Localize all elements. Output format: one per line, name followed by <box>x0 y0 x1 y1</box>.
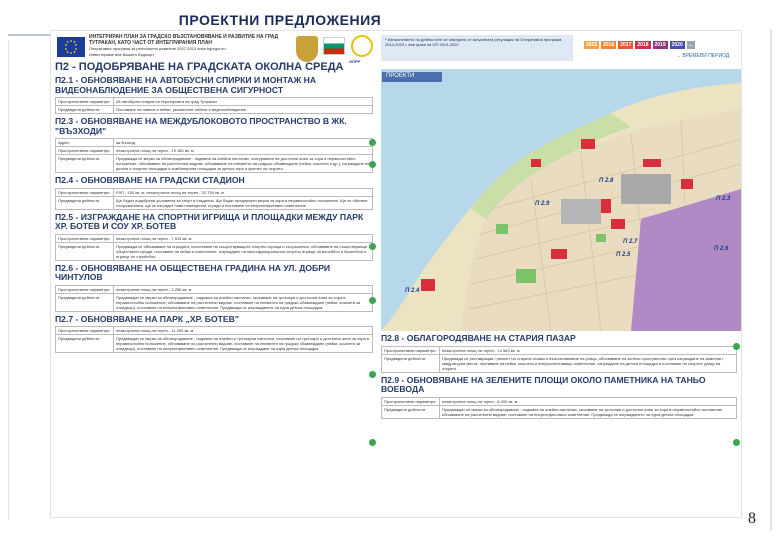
map-label-p23: П 2.3 <box>716 196 731 202</box>
marker-dot <box>369 439 376 446</box>
row-label: Предвидени дейности <box>56 243 114 260</box>
year-item: 2018 <box>637 42 649 48</box>
city-map <box>381 69 741 331</box>
p28-table <box>381 346 737 373</box>
marker-dot <box>733 343 740 350</box>
table-row <box>56 286 372 293</box>
map-label-p29: П 2.9 <box>535 201 550 207</box>
row-value: незастроена площ на терен - 19 180 кв. м <box>116 148 194 153</box>
program-line-2: ТУТРАКАН, КАТО ЧАСТ ОТ ИНТЕГРИРАНИЯ ПЛАН <box>89 39 213 46</box>
map-label-p26: П 2.6 <box>714 246 729 252</box>
row-label: Пространствени параметри <box>56 235 114 242</box>
row-value: Предвиждат се мерки за облагородяване - подмяна на алейни и тротоарни настилки, скосяване на тротоари и достъпни алеи за хора в неравностойно положение, обновяване на растителни видове, поставяне на елементи на градско обзавеждане (пейки, кошчета за отпадъци), поставяне на енергоефективно осветление. Предвижда се изграждане на една детска площадка. <box>116 336 369 351</box>
row-value: незастроена площ на терен - 14 563 кв. м <box>442 347 520 353</box>
p21-table <box>55 97 373 114</box>
map-label-p24: П 2.4 <box>405 288 420 294</box>
map-label-p28: П 2.8 <box>599 178 614 184</box>
row-label: Предвидени дейности <box>382 355 440 372</box>
table-row <box>56 327 372 334</box>
row-value: Поставяне на навеси и пейки, указателни табели и видеонаблюдение. <box>116 107 248 112</box>
row-value: 28 автобусни спирки на територията на град Тутракан <box>116 99 217 104</box>
table-row <box>56 98 372 105</box>
program-line-1: ИНТЕГРИРАН ПЛАН ЗА ГРАДСКО ВЪЗСТАНОВЯВАНЕ И РАЗВИТИЕ НА ГРАД <box>89 34 279 40</box>
program-line-3: Оперативна програма за регионално развитие 2007-2013 www.bgregio.eu <box>89 46 226 51</box>
row-value: Ще бъдат подобрени условията за спорт в стадиона. Ще бъдат предприети мерки за хора в неравностойно положение. Ще се обновят съоръженията, ще се изградят нови помещения, сгради и поставяне на енергоефективно осветление. <box>116 197 368 208</box>
table-row <box>382 405 736 418</box>
table-row <box>56 105 372 113</box>
row-value: незастроена площ на терен - 3 255 кв. м <box>116 286 192 292</box>
bulgarian-flag-icon <box>323 37 345 55</box>
program-line-4: Инвестираме във Вашето бъдеще! <box>89 51 154 57</box>
p2-title: П2 - ПОДОБРЯВАНЕ НА ГРАДСКАТА ОКОЛНА СРЕДА <box>55 61 344 73</box>
year-item: 2015 <box>586 42 598 48</box>
p29-table <box>381 397 737 419</box>
row-value: Предвижда се мерки за облагородяване - подмяна на алейни настилки, осигуряване на достъпни алеи за хора в неравностойно положение, обновяване на растителни видове, обновяване на елементи на градско обзавеждане (пейки, кошчета и др.), изграждане на детски и спортни площадки и комбинирани площадки за детска игра и фитнес на открито. <box>116 156 370 171</box>
marker-dot <box>733 439 740 446</box>
p27-table <box>55 326 373 353</box>
time-period-label: → ВРЕМЕВИ ПЕРИОД <box>676 53 730 59</box>
p25-title: П2.5 - ИЗГРАЖДАНЕ НА СПОРТНИ ИГРИЩА И ПЛОЩАДКИ МЕЖДУ ПАРК ХР. БОТЕВ И СОУ ХР. БОТЕВ <box>55 211 364 231</box>
row-label: Пространствени параметри <box>56 327 114 334</box>
row-label: Адрес <box>56 139 114 146</box>
row-value: незастроена площ на терен - 11 290 кв. м <box>116 328 194 333</box>
program-text <box>89 35 289 57</box>
table-row <box>56 242 372 260</box>
header-note: * Изпълнението на дейностите се определя от актуалната регулация на Оперативна програма 2014-2020 г. във фаза на ОП 2014-2020 <box>381 35 573 61</box>
row-label: Пространствени параметри <box>382 398 440 405</box>
page-number: 8 <box>748 510 756 527</box>
marker-dot <box>369 243 376 250</box>
table-row <box>56 189 372 196</box>
row-value: Предвижда се реставрация / ремонт на старата чешма и възстановяване на улица, обновяване на зелено пространство чрез изграждане на каменни / квадратурни места, поставяне на пейки, кошчета и енергоспестяващо осветление, изграждане на детска площадка и поставяне на спортни уреди на открито. <box>442 355 724 371</box>
p25-table <box>55 234 373 261</box>
left-border-line <box>8 40 9 520</box>
oprr-logo-icon <box>351 35 373 57</box>
row-value: Предвиждат се мерки за облагородяване - подмяна на алейни настилки, скосяване на тротоари и достъпни алеи за хора в неравностойно положение, обновяване на растителни видове, поставяне на елементи на градско обзавеждане (пейки, кошчета за отпадъци), поставяне на енергоефективно осветление. Предвижда се изграждането на една детска площадка. <box>116 294 361 310</box>
p24-table <box>55 188 373 210</box>
year-timeline <box>584 41 695 49</box>
marker-dot <box>369 297 376 304</box>
row-value: незастроена площ на терен - 7 513 кв. м <box>116 235 192 241</box>
row-label: Предвидени дейности <box>56 197 114 209</box>
table-row <box>56 154 372 172</box>
row-value: РЗП - 150 кв. м; незастроена площ на терен - 22 750 кв. м <box>116 189 224 195</box>
row-label: Пространствени параметри <box>56 147 114 154</box>
table-row <box>382 354 736 372</box>
p23-table <box>55 138 373 173</box>
right-column <box>381 331 739 419</box>
p21-title: П2.1 - ОБНОВЯВАНЕ НА АВТОБУСНИ СПИРКИ И МОНТАЖ НА ВИДЕОНАБЛЮДЕНИЕ ЗА ОБЩЕСТВЕНА СИГУРНОСТ <box>55 75 317 95</box>
row-label: Предвидени дейности <box>56 294 114 311</box>
table-row <box>56 146 372 154</box>
table-row <box>56 139 372 146</box>
marker-dot <box>369 161 376 168</box>
page-title: ПРОЕКТНИ ПРЕДЛОЖЕНИЯ <box>178 12 382 28</box>
p26-title: П2.6 - ОБНОВЯВАНЕ НА ОБЩЕСТВЕНА ГРАДИНА НА УЛ. ДОБРИ ЧИНТУЛОВ <box>55 262 331 282</box>
year-item: 2019 <box>654 42 666 48</box>
coat-of-arms-icon <box>296 36 318 62</box>
table-row <box>382 398 736 405</box>
row-label: Предвидени дейности <box>56 155 114 172</box>
table-row <box>56 334 372 352</box>
p28-title: П2.8 - ОБЛАГОРОДЯВАНЕ НА СТАРИЯ ПАЗАР <box>381 333 576 343</box>
project-poster <box>50 30 742 518</box>
map-label-p27: П 2.7 <box>623 239 638 245</box>
projects-tab: ПРОЕКТИ <box>382 72 442 82</box>
eu-flag-icon <box>57 37 85 57</box>
row-label: Предвидени дейности <box>56 335 114 352</box>
row-value: Предвиждат се мерки за облагородяване - подмяна на алейни настилки, скосяване на тротоари и достъпни алеи за хора в неравностойно положение, обновяване на растителни видове, поставяне на енергоефективно осветление. Предвижда се изграждането на една детска площадка. <box>442 406 724 417</box>
p29-title: П2.9 - ОБНОВЯВАНЕ НА ЗЕЛЕНИТЕ ПЛОЩИ ОКОЛО ПАМЕТНИКА НА ТАНЬО ВОЕВОДА <box>381 374 706 394</box>
p26-table <box>55 285 373 312</box>
row-value: Предвижда се обновяване на оградата, почистване на съществуващите спортни игрища и съоръжения, обновяване на съществуващи обществени сгради, поставяне на пейки и осветление, изграждане на многофункционално спортно игрище за волейбол и баскетбол и игрище по стрийтбол. <box>116 243 368 259</box>
left-column <box>55 61 377 353</box>
right-border-line <box>770 30 772 530</box>
row-value: жк Възход <box>116 140 135 145</box>
row-label: Предвидени дейности <box>56 106 114 113</box>
year-item: 2020 <box>671 42 683 48</box>
table-row <box>56 235 372 242</box>
table-row <box>56 196 372 209</box>
row-label: Пространствени параметри <box>56 286 114 293</box>
row-label: Пространствени параметри <box>382 347 440 354</box>
row-label: Пространствени параметри <box>56 189 114 196</box>
year-item: ... <box>688 42 693 48</box>
p27-title: П2.7 - ОБНОВЯВАНЕ НА ПАРК „ХР. БОТЕВ" <box>55 313 239 324</box>
marker-dot <box>369 371 376 378</box>
year-item: 2016 <box>603 42 615 48</box>
oprr-logo-text: ОПРР <box>349 59 361 64</box>
map-label-p25: П 2.5 <box>616 252 631 258</box>
p24-title: П2.4 - ОБНОВЯВАНЕ НА ГРАДСКИ СТАДИОН <box>55 175 245 185</box>
row-label: Предвидени дейности <box>382 406 440 418</box>
table-row <box>56 293 372 311</box>
p23-title: П2.3 - ОБНОВЯВАНЕ НА МЕЖДУБЛОКОВОТО ПРОСТРАНСТВО В ЖК. "ВЪЗХОДИ" <box>55 116 347 136</box>
marker-dot <box>369 139 376 146</box>
row-label: Пространствени параметри <box>56 98 114 105</box>
table-row <box>382 347 736 354</box>
row-value: незастроена площ на терен - 6 200 кв. м <box>442 398 518 404</box>
year-item: 2017 <box>620 42 632 48</box>
